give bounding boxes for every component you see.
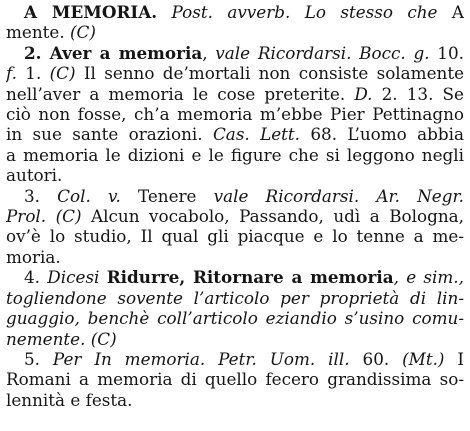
text-segment: 68. L’uomo abbia [300,124,464,145]
text-segment [157,2,171,22]
bold-text: A MEMORIA. [24,2,158,22]
text-segment: in sue sante orazioni. [6,124,213,145]
text-line [6,267,464,287]
text-line [6,226,464,246]
italic-text: f. [6,63,17,84]
italic-text: Col. v. [57,185,121,206]
text-segment: , [202,42,216,63]
text-line [6,186,464,206]
italic-text: vale Ricordarsi. Bocc. g. [215,42,430,63]
text-segment: 4. [24,267,48,288]
text-line [6,288,464,308]
text-segment: lennità e festa. [6,389,133,410]
italic-text: Dicesi [47,267,100,288]
text-segment: 2. 13. Se [372,83,464,104]
italic-text: togliendone sovente l’articolo per proprietà di lin- [6,287,464,308]
text-segment: a memoria le dizioni e le figure che si leggono negli [6,144,464,165]
text-segment: moria. [6,246,61,267]
text-line [6,104,464,124]
text-line [6,2,464,22]
text-line [6,165,464,185]
text-line [6,329,464,349]
text-segment: mente. [6,22,70,43]
text-line [6,63,464,83]
bold-text: 2. Aver a memoria [24,42,203,63]
italic-text: (C) [70,22,96,43]
text-segment: autori. [6,165,63,186]
text-segment: Tenere [120,185,214,206]
text-line [6,349,464,369]
text-segment: Romani a memoria di quello fecero grandissima so- [6,369,464,390]
text-line [6,206,464,226]
text-segment: nell’aver a memoria le cose preterite. [6,83,355,104]
italic-text: Prol. (C) [6,206,82,227]
italic-text: guaggio, benchè coll’articolo eziandio s’usino comu- [6,308,464,329]
text-line [6,22,464,42]
text-segment: 10. [429,42,464,63]
italic-text: , e sim., [393,267,464,288]
bold-text: Ridurre, Ritornare a memoria [106,267,394,288]
text-segment: ov’è lo studio, Il qual gli piacque e lo tenne a me- [6,226,464,247]
text-segment [99,267,106,287]
text-segment: I [444,348,464,369]
italic-text: D. [354,83,373,104]
text-segment: 1. [16,63,50,84]
text-line [6,145,464,165]
text-line [6,43,464,63]
text-line [6,84,464,104]
text-segment: 3. [24,185,58,206]
text-segment: 5. [24,348,53,369]
text-line [6,247,464,267]
italic-text: (Mt.) [402,348,445,369]
italic-text: Cas. Lett. [212,124,301,145]
italic-text: (C) [49,63,76,84]
text-segment: Il senno de’mortali non consiste solamente [75,63,464,84]
italic-text: nemente. (C) [6,328,117,349]
text-line [6,369,464,389]
text-segment: Alcun vocabolo, Passando, udì a Bologna, [81,206,464,227]
text-segment: 60. [349,348,403,369]
text-line [6,124,464,144]
italic-text: vale Ricordarsi. Ar. Negr. [213,185,464,206]
text-line [6,390,464,410]
text-segment: A [437,2,464,22]
text-line [6,308,464,328]
italic-text: Post. avverb. Lo stesso che [171,2,438,22]
italic-text: Per In memoria. Petr. Uom. ill. [52,348,350,369]
text-segment: ciò non fosse, ch’a memoria m’ebbe Pier Pettinagno [6,104,464,125]
